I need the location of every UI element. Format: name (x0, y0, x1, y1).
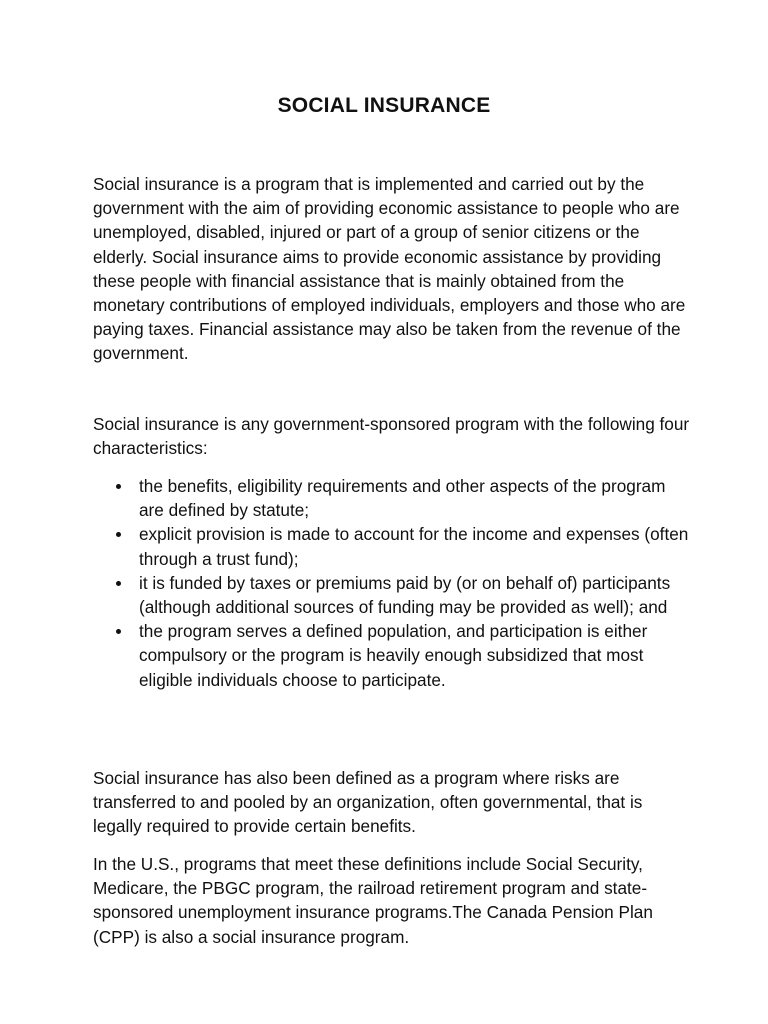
list-item-text: the benefits, eligibility requirements and other aspects of the program are defined by statute; (139, 476, 666, 521)
page-title: SOCIAL INSURANCE (277, 94, 491, 117)
us-programs-paragraph: In the U.S., programs that meet these definitions include Social Security, Medicare, the PBGC program, the railroad retirement program and state-sponsored unemployment insurance programs.The Canada Pension Plan (CPP) is also a social insurance program. (93, 854, 653, 947)
bullet-icon (116, 581, 121, 586)
bullet-icon (116, 629, 121, 634)
characteristics-intro-paragraph: Social insurance is any government-sponsored program with the following four characteristics: (93, 414, 690, 459)
list-item-text: the program serves a defined population, and participation is either compulsory or the program is heavily enough subsidized that most eligible individuals choose to participate. (139, 621, 648, 690)
risk-pooling-paragraph: Social insurance has also been defined as a program where risks are transferred to and pooled by an organization, often governmental, that is legally required to provide certain benefits. (93, 768, 643, 837)
bullet-icon (116, 532, 121, 537)
list-item (93, 474, 693, 522)
list-item-text: explicit provision is made to account for the income and expenses (often through a trust fund); (139, 524, 689, 569)
list-item (93, 522, 693, 570)
intro-paragraph: Social insurance is a program that is implemented and carried out by the government with the aim of providing economic assistance to people who are unemployed, disabled, injured or part of a group of senior citizens or the elderly. Social insurance aims to provide economic assistance by providing these people with financial assistance that is mainly obtained from the monetary contributions of employed individuals, employers and those who are paying taxes. Financial assistance may also be taken from the revenue of the government. (93, 174, 686, 364)
list-item (93, 571, 693, 619)
characteristics-list (93, 474, 693, 692)
list-item-text: it is funded by taxes or premiums paid by (or on behalf of) participants (although additional sources of funding may be provided as well); and (139, 572, 671, 618)
bullet-icon (116, 484, 121, 489)
list-item (93, 619, 693, 692)
